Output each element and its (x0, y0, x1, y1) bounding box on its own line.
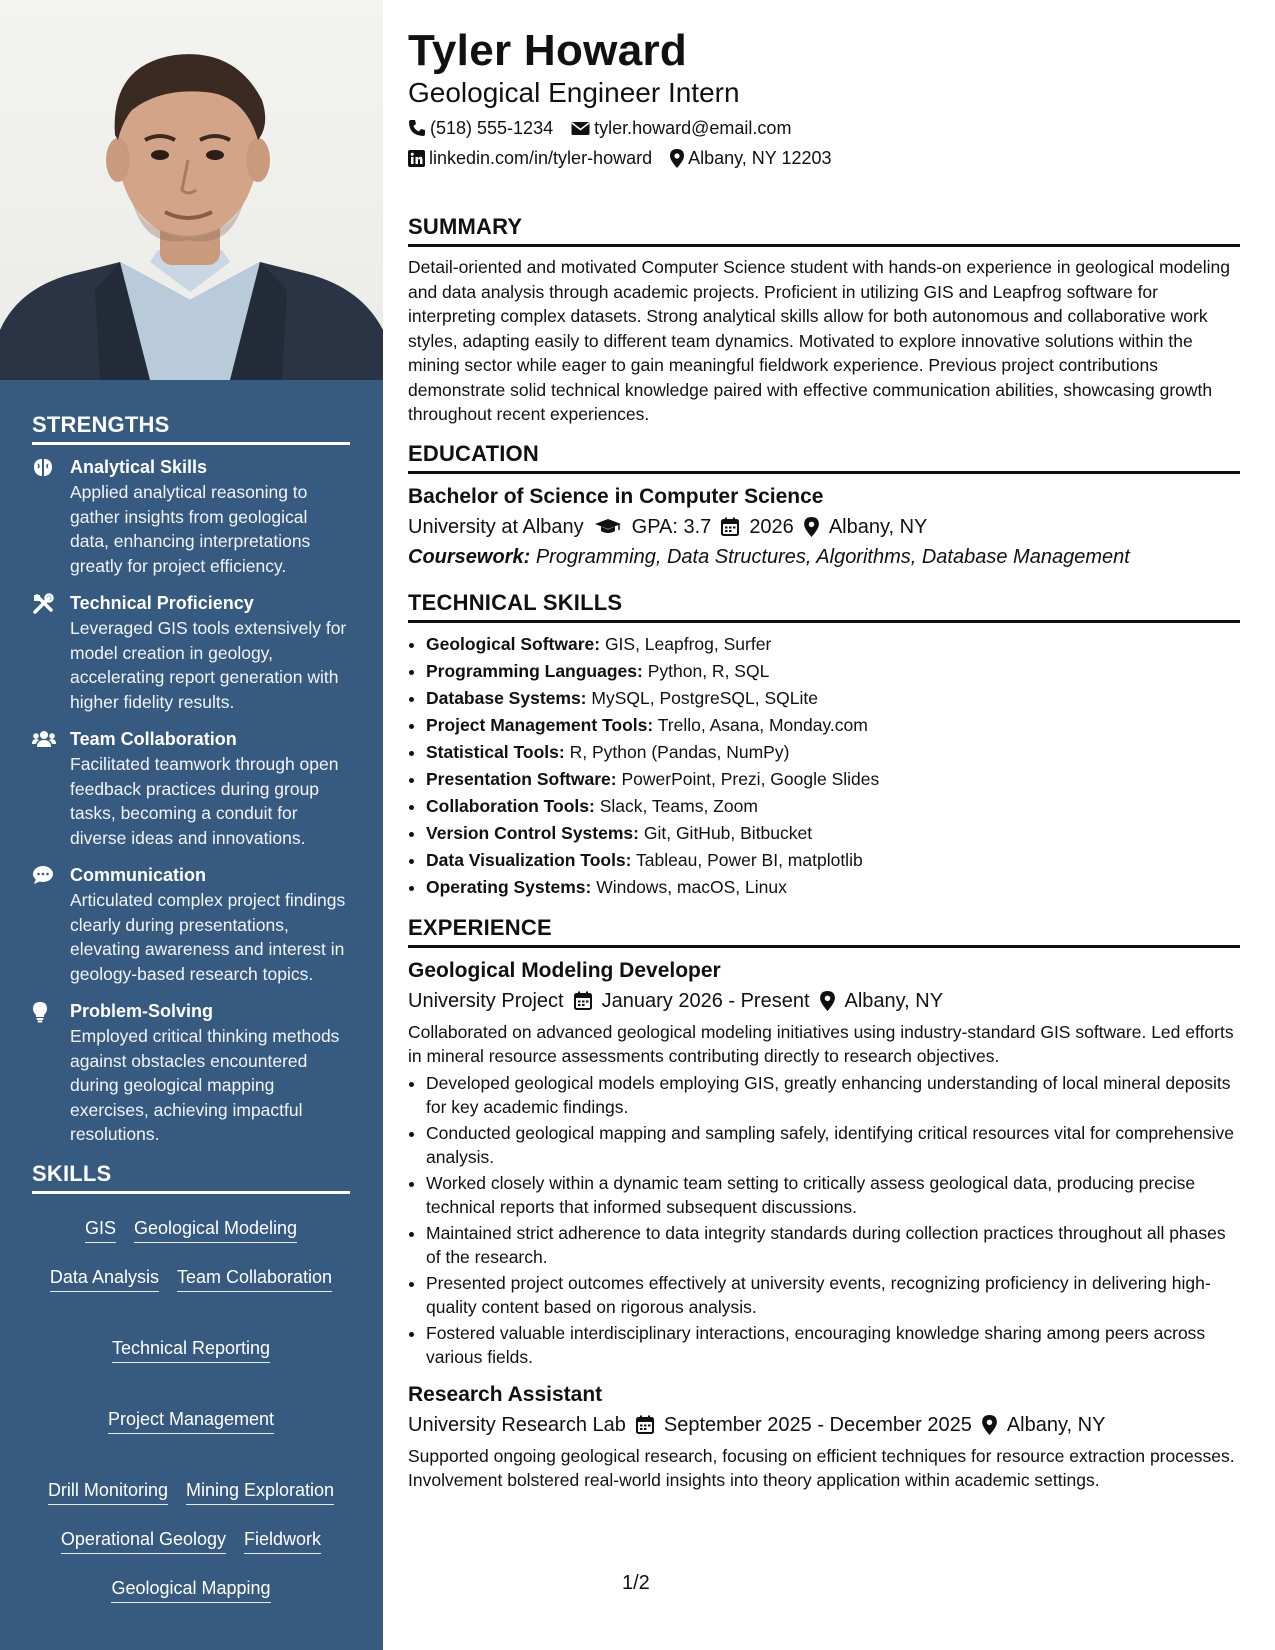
list-item (426, 685, 1240, 712)
list-item (426, 847, 1240, 874)
job-org: University Project (408, 989, 564, 1012)
phone-text: (518) 555-1234 (430, 118, 554, 138)
job-org: University Research Lab (408, 1413, 626, 1436)
skill-values: Windows, macOS, Linux (596, 876, 787, 897)
skill-values: MySQL, PostgreSQL, SQLite (591, 687, 818, 708)
skill-tag: Project Management (108, 1407, 274, 1434)
skill-values: Tableau, Power BI, matplotlib (636, 849, 863, 870)
list-item: • Presented project outcomes effectively at university events, recognizing proficiency in delivering high-quality content based on rigorous analysis. (426, 1271, 1240, 1320)
skill-tag: Data Analysis (50, 1265, 159, 1292)
summary-text: Detail-oriented and motivated Computer Science student with hands-on experience in geological modeling and data analysis through academic projects. Proficient in utilizing GIS and Leapfrog software for interpreting complex datasets. Strong analytical skills allow for both autonomous and collaborative work styles, adapting easily to different team dynamics. Motivated to explore innovative solutions within the mining sector while eager to gain meaningful fieldwork experience. Previous project contributions demonstrate solid technical knowledge paired with effective communication abilities, showcasing growth throughout recent experiences. (408, 257, 1231, 424)
sidebar (0, 0, 383, 1650)
strength-title: Team Collaboration (70, 729, 237, 749)
skill-tag: Team Collaboration (177, 1265, 332, 1292)
skill-tag: Geological Mapping (111, 1576, 270, 1603)
job-title: Geological Modeling Developer (408, 958, 721, 982)
coursework-line (408, 542, 1240, 572)
skill-values: GIS, Leapfrog, Surfer (604, 633, 772, 654)
linkedin-text: linkedin.com/in/tyler-howard (429, 148, 653, 168)
lightbulb-icon (32, 999, 70, 1147)
list-item: • Conducted geological mapping and sampling safely, identifying critical resources vital for comprehensive analysis. (426, 1121, 1240, 1170)
technical-skills-list (408, 631, 1240, 901)
main-content (408, 0, 1240, 1493)
job-summary: Supported ongoing geological research, focusing on efficient techniques for resource extraction processes. Involvement bolstered real-world insights into theory application within academic settings. (408, 1445, 1235, 1490)
skill-category: Programming Languages: (426, 660, 643, 681)
list-item: • Maintained strict adherence to data integrity standards during collection practices throughout all phases of the research. (426, 1221, 1240, 1270)
gpa-text: GPA: 3.7 (631, 515, 712, 538)
contact-row (408, 146, 1240, 170)
candidate-title: Geological Engineer Intern (408, 77, 740, 108)
map-pin-icon (670, 149, 684, 168)
strengths-heading: STRENGTHS (32, 412, 350, 445)
skill-values: Trello, Asana, Monday.com (657, 714, 868, 735)
skills-list (32, 1204, 350, 1603)
job-summary: Collaborated on advanced geological modeling initiatives using industry-standard GIS software. Led efforts in mineral resource assessments contributing directly to research objectives. (408, 1021, 1234, 1066)
technical-skills-heading: TECHNICAL SKILLS (408, 590, 1240, 623)
skill-values: R, Python (Pandas, NumPy) (569, 741, 790, 762)
phone-contact[interactable] (408, 116, 553, 140)
skills-section (32, 1161, 350, 1603)
strength-title: Problem-Solving (70, 1001, 214, 1021)
chat-icon (32, 863, 70, 986)
strength-item (32, 863, 350, 986)
candidate-name: Tyler Howard (408, 26, 688, 75)
summary-section (408, 214, 1240, 427)
education-heading: EDUCATION (408, 441, 1240, 474)
skill-tag: Mining Exploration (186, 1478, 334, 1505)
skill-category: Database Systems: (426, 687, 587, 708)
strength-item (32, 727, 350, 850)
skill-category: Project Management Tools: (426, 714, 654, 735)
skill-tag: GIS (85, 1216, 116, 1243)
brain-icon (32, 455, 70, 578)
strength-desc: Articulated complex project findings clearly during presentations, elevating awareness and interest in geology-based research topics. (70, 890, 346, 984)
graduation-year: 2026 (749, 515, 794, 538)
job-meta (408, 986, 1240, 1016)
skill-tag: Geological Modeling (134, 1216, 297, 1243)
coursework-text: Programming, Data Structures, Algorithms, Database Management (535, 545, 1130, 568)
strength-desc: Facilitated teamwork through open feedback practices during group tasks, becoming a conduit for diverse ideas and innovations. (70, 754, 339, 848)
strength-desc: Applied analytical reasoning to gather insights from geological data, enhancing interpretations greatly for project efficiency. (70, 482, 311, 576)
skill-category: Operating Systems: (426, 876, 592, 897)
job-location: Albany, NY (1006, 1413, 1106, 1436)
strength-desc: Leveraged GIS tools extensively for model creation in geology, accelerating report generation with higher fidelity results. (70, 618, 347, 712)
list-item: • Worked closely within a dynamic team setting to critically assess geological data, producing precise technical reports that informed subsequent discussions. (426, 1171, 1240, 1220)
list-item: • Fostered valuable interdisciplinary interactions, encouraging knowledge sharing among peers across various fields. (426, 1321, 1240, 1370)
strength-title: Technical Proficiency (70, 593, 254, 613)
strength-title: Analytical Skills (70, 457, 208, 477)
list-item (426, 739, 1240, 766)
calendar-icon (636, 1415, 654, 1434)
job-entry (408, 1380, 1240, 1493)
strength-item (32, 999, 350, 1147)
profile-photo-illustration (0, 0, 383, 380)
skills-heading: SKILLS (32, 1161, 350, 1194)
skill-tag: Operational Geology (61, 1527, 226, 1554)
job-title: Research Assistant (408, 1382, 603, 1406)
list-item (426, 631, 1240, 658)
location-text: Albany, NY 12203 (688, 148, 832, 168)
school-location: Albany, NY (828, 515, 928, 538)
education-meta (408, 512, 1240, 542)
job-dates: September 2025 - December 2025 (663, 1413, 972, 1436)
list-item (426, 820, 1240, 847)
envelope-icon (571, 121, 590, 136)
coursework-label: Coursework: (408, 545, 531, 568)
experience-heading: EXPERIENCE (408, 915, 1240, 948)
profile-photo (0, 0, 383, 380)
skill-category: Collaboration Tools: (426, 795, 595, 816)
skill-tag: Technical Reporting (112, 1336, 270, 1363)
location-contact (670, 146, 831, 170)
technical-skills-section (408, 590, 1240, 901)
skill-tag: Drill Monitoring (48, 1478, 168, 1505)
phone-icon (408, 119, 426, 137)
linkedin-contact[interactable] (408, 146, 652, 170)
skill-category: Statistical Tools: (426, 741, 565, 762)
strength-desc: Employed critical thinking methods against obstacles encountered during geological mapping exercises, achieving impactful resolutions. (70, 1026, 340, 1144)
skill-values: Slack, Teams, Zoom (599, 795, 758, 816)
list-item: • Developed geological models employing GIS, greatly enhancing understanding of local mineral deposits for key academic findings. (426, 1071, 1240, 1120)
list-item (426, 712, 1240, 739)
map-pin-icon (804, 517, 819, 537)
job-entry (408, 956, 1240, 1370)
skill-category: Presentation Software: (426, 768, 617, 789)
email-contact[interactable] (571, 116, 791, 140)
job-meta (408, 1410, 1240, 1440)
email-text: tyler.howard@email.com (594, 118, 792, 138)
job-location: Albany, NY (844, 989, 944, 1012)
calendar-icon (574, 991, 592, 1010)
skill-category: Geological Software: (426, 633, 601, 654)
skill-category: Version Control Systems: (426, 822, 639, 843)
education-section (408, 441, 1240, 572)
list-item (426, 658, 1240, 685)
tools-icon (32, 591, 70, 714)
school-name: University at Albany (408, 515, 584, 538)
strength-item (32, 455, 350, 578)
map-pin-icon (982, 1415, 997, 1435)
sidebar-content (32, 412, 350, 1603)
experience-section (408, 915, 1240, 1493)
job-dates: January 2026 - Present (601, 989, 810, 1012)
strength-item (32, 591, 350, 714)
graduation-cap-icon (594, 518, 622, 536)
skill-values: Python, R, SQL (647, 660, 770, 681)
contact-row (408, 116, 1240, 140)
skill-values: Git, GitHub, Bitbucket (643, 822, 813, 843)
strength-title: Communication (70, 865, 207, 885)
calendar-icon (721, 517, 739, 536)
list-item (426, 874, 1240, 901)
map-pin-icon (820, 991, 835, 1011)
skill-tag: Fieldwork (244, 1527, 321, 1554)
list-item (426, 766, 1240, 793)
job-bullets (408, 1071, 1240, 1370)
linkedin-icon (408, 150, 425, 167)
users-icon (32, 727, 70, 850)
skill-values: PowerPoint, Prezi, Google Slides (621, 768, 880, 789)
summary-heading: SUMMARY (408, 214, 1240, 247)
page-number: 1/2 (622, 1572, 650, 1594)
skill-category: Data Visualization Tools: (426, 849, 632, 870)
list-item (426, 793, 1240, 820)
degree-title: Bachelor of Science in Computer Science (408, 484, 824, 508)
